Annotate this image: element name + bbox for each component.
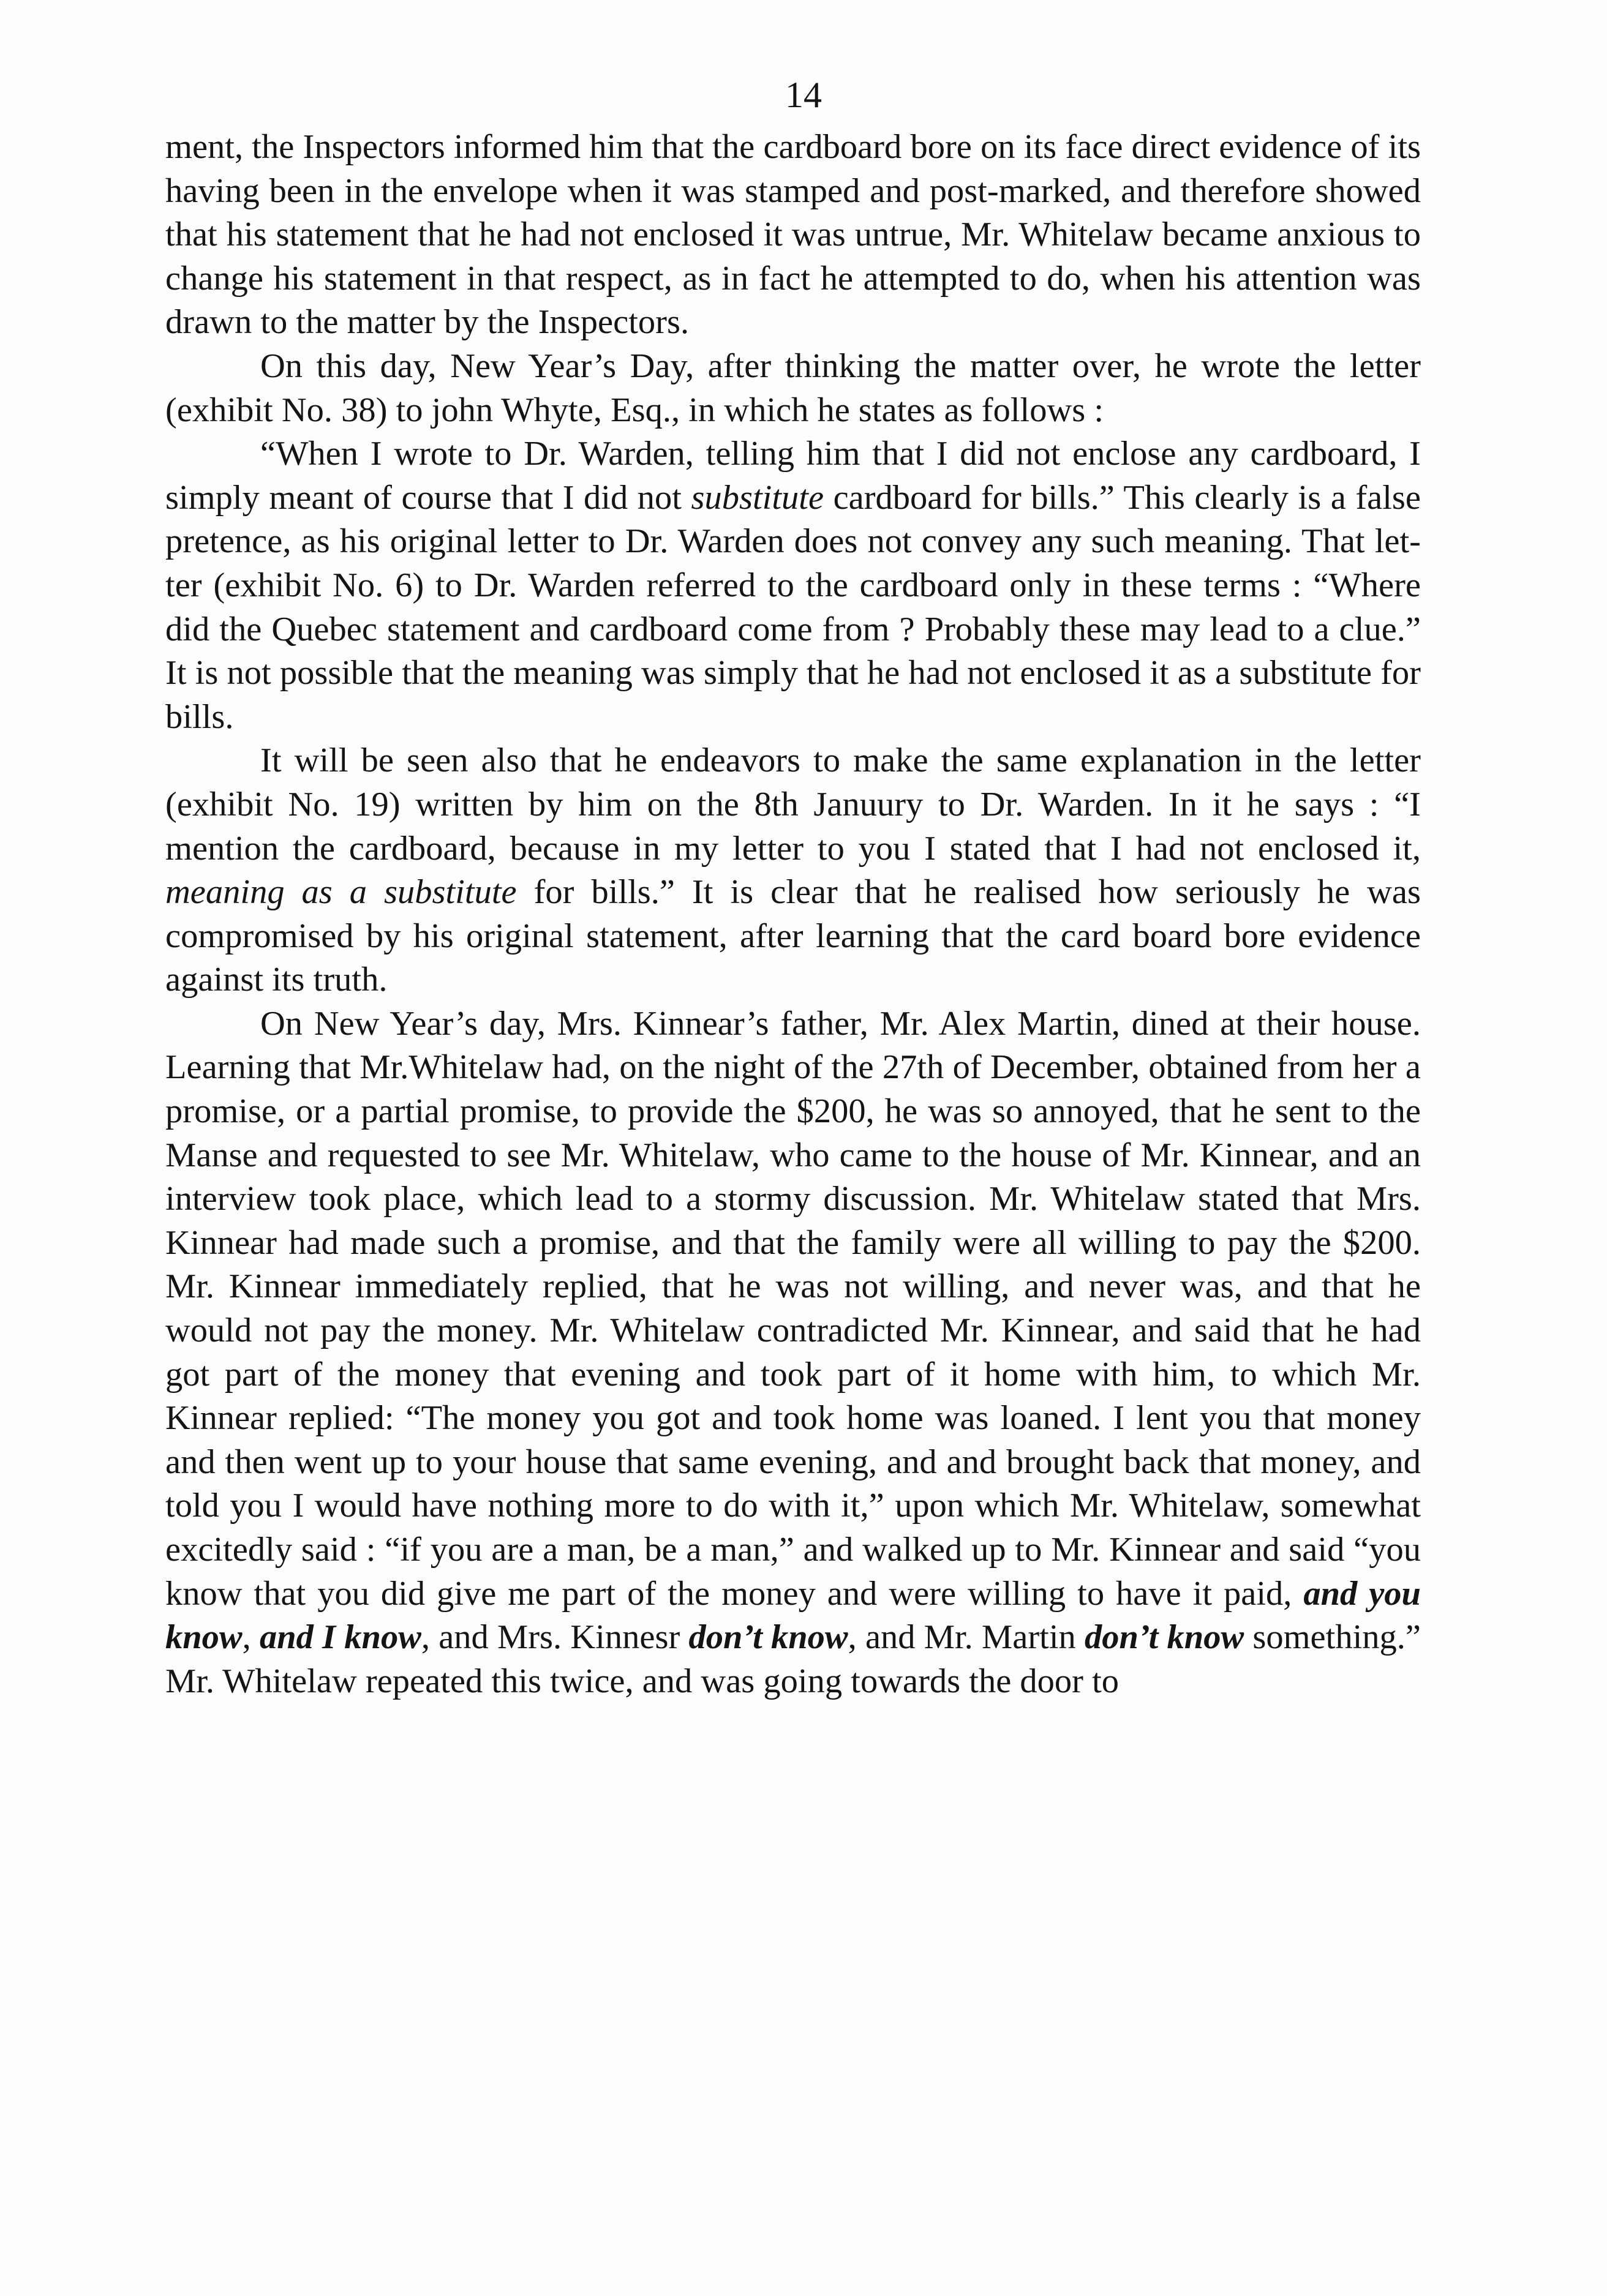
paragraph-5 — [165, 1002, 1421, 1704]
text-run: It will be seen also that he endeavors to make the same explanation in the letter (exhibit No. 19) written by him on the 8th Januury to Dr. Warden. In it he says : “I mention the cardboard, because in my letter to you I stated that I had not enclosed it, — [165, 741, 1421, 868]
body-text — [165, 126, 1421, 1703]
text-run: for bills.” It is clear that he realised how seriously he was compromised by his original statement, after learning that the card board bore evidence against its truth. — [165, 873, 1421, 999]
italic-run: substitute — [691, 478, 824, 517]
text-run: , and Mr. Martin — [848, 1618, 1085, 1657]
text-run: , — [242, 1618, 260, 1657]
page-number: 14 — [785, 75, 822, 115]
paragraph-3 — [165, 432, 1421, 739]
italic-run: meaning as a substitute — [165, 873, 517, 912]
text-run: something.” Mr. Whitelaw repeated this twice, and was going towards the door to — [165, 1618, 1421, 1700]
paragraph-4 — [165, 739, 1421, 1002]
bold-italic-run: don’t know — [1085, 1618, 1244, 1657]
text-run: ment, the Inspectors informed him that the cardboard bore on its face direct evidence of its having been in the envelope when it was stamped and post-marked, and therefore showed that his statement that he had not enclosed it was untrue, Mr. Whitelaw became anxious to change his statement in that respect, as in fact he attempted to do, when his attention was drawn to the matter by the Inspectors. — [165, 128, 1421, 342]
text-run: cardboard for bills.” This clearly is a false pretence, as his original letter to Dr. Warden does not convey any such meaning. That letter (exhibit No. 6) to Dr. Warden referred to the cardboard only in these terms : “Where did the Quebec statement and cardboard come from ? Probably these may lead to a clue.” It is not possible that the meaning was simply that he had not enclosed it as a substitute for bills. — [165, 478, 1421, 736]
text-run: On this day, New Year’s Day, after thinking the matter over, he wrote the letter (exhibit No. 38) to john Whyte, Esq., in which he states as follows : — [165, 347, 1421, 429]
bold-italic-run: and I know — [259, 1618, 421, 1657]
text-run: On New Year’s day, Mrs. Kinnear’s father, Mr. Alex Martin, dined at their house. Learning that Mr.Whitelaw had, on the night of the 27th of December, obtained from her a promise, or a partial promise, to provide the $200, he was so annoyed, that he sent to the Manse and requested to see Mr. Whitelaw, who came to the house of Mr. Kinnear, and an interview took place, which lead to a stormy discussion. Mr. Whitelaw stated that Mrs. Kinnear had made such a promise, and that the family were all willing to pay the $200. Mr. Kinnear immediately replied, that he was not willing, and never was, and that he would not pay the money. Mr. Whitelaw contradicted Mr. Kinnear, and said that he had got part of the money that evening and took part of it home with him, to which Mr. Kinnear replied: “The money you got and took home was loaned. I lent you that money and then went up to your house that same evening, and and brought back that money, and told you I would have nothing more to do with it,” upon which Mr. Whitelaw, somewhat excitedly said : “if you are a man, be a man,” and walked up to Mr. Kinnear and said “you know that you did give me part of the money and were willing to have it paid, — [165, 1004, 1421, 1613]
paragraph-2 — [165, 345, 1421, 432]
text-run: “When I wrote to Dr. Warden, telling him that I did not enclose any cardboard, I simply meant of course that I did not — [165, 435, 1421, 517]
text-run: , and Mrs. Kinnesr — [421, 1618, 689, 1657]
bold-italic-run: don’t know — [688, 1618, 848, 1657]
bold-italic-run: and you know — [165, 1574, 1421, 1657]
paragraph-1 — [165, 126, 1421, 345]
